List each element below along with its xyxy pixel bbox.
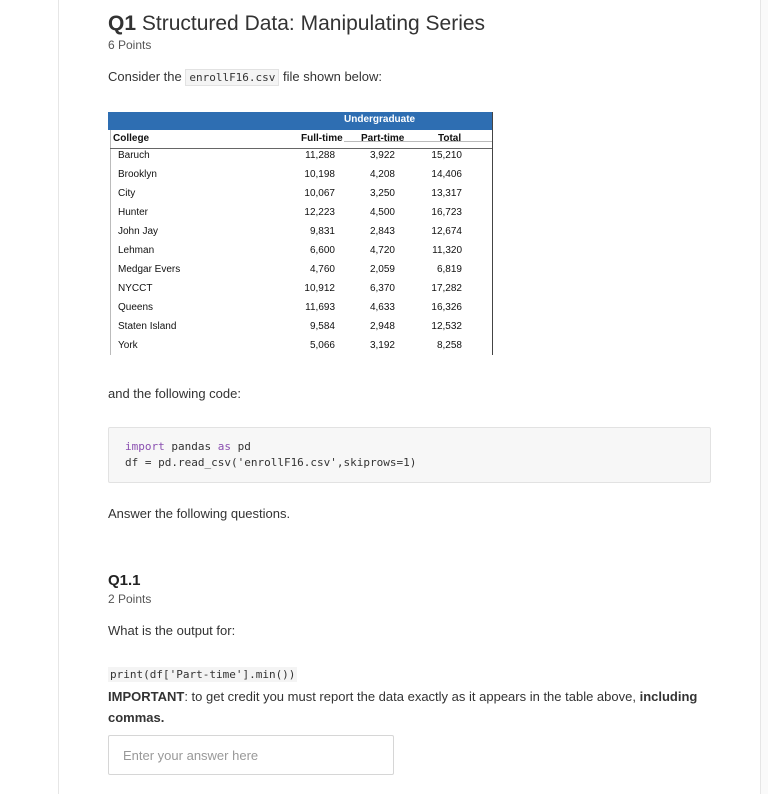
college-cell: Medgar Evers bbox=[118, 264, 181, 275]
table-rule bbox=[108, 129, 492, 130]
parttime-cell: 6,370 bbox=[369, 283, 395, 294]
table-row bbox=[108, 283, 492, 302]
filename-code: enrollF16.csv bbox=[185, 69, 279, 86]
parttime-cell: 3,192 bbox=[369, 340, 395, 351]
parttime-cell: 3,922 bbox=[369, 150, 395, 161]
import-keyword: import bbox=[125, 440, 165, 453]
question-number: Q1 bbox=[108, 12, 137, 35]
parttime-cell: 2,059 bbox=[369, 264, 395, 275]
left-rail bbox=[0, 0, 59, 794]
fulltime-cell: 10,912 bbox=[304, 283, 335, 294]
important-bold-tail: including commas. bbox=[108, 689, 698, 725]
table-row bbox=[108, 321, 492, 340]
parttime-cell: 4,633 bbox=[369, 302, 395, 313]
parttime-cell: 4,720 bbox=[369, 245, 395, 256]
intro-text-before: Consider the bbox=[108, 69, 186, 84]
as-keyword: as bbox=[217, 440, 231, 453]
table-row bbox=[108, 340, 492, 359]
table-row bbox=[108, 169, 492, 188]
answer-input[interactable] bbox=[108, 735, 394, 775]
total-cell: 6,819 bbox=[436, 264, 462, 275]
college-cell: John Jay bbox=[118, 226, 159, 237]
fulltime-header: Full-time bbox=[301, 133, 343, 144]
fulltime-cell: 6,600 bbox=[309, 245, 335, 256]
table-row bbox=[108, 245, 492, 264]
question-intro bbox=[108, 69, 382, 84]
college-cell: Baruch bbox=[118, 150, 150, 161]
college-cell: York bbox=[118, 340, 138, 351]
table-row bbox=[108, 188, 492, 207]
code-line-1 bbox=[125, 440, 251, 453]
fulltime-cell: 10,067 bbox=[304, 188, 335, 199]
answer-following-text: Answer the following questions. bbox=[108, 506, 291, 521]
subquestion-code: print(df['Part-time'].min()) bbox=[110, 668, 296, 681]
table-row bbox=[108, 207, 492, 226]
important-note bbox=[108, 686, 708, 728]
parttime-header: Part-time bbox=[361, 133, 405, 144]
total-cell: 11,320 bbox=[432, 245, 462, 256]
right-scroll-rail[interactable] bbox=[760, 0, 768, 794]
parttime-cell: 3,250 bbox=[369, 188, 395, 199]
parttime-cell: 4,500 bbox=[369, 207, 395, 218]
code-block bbox=[108, 427, 711, 483]
college-cell: Staten Island bbox=[118, 321, 177, 332]
total-cell: 13,317 bbox=[431, 188, 462, 199]
total-cell: 15,210 bbox=[431, 150, 462, 161]
parttime-cell: 4,208 bbox=[369, 169, 395, 180]
intro-text-after: file shown below: bbox=[279, 69, 383, 84]
college-cell: Hunter bbox=[118, 207, 149, 218]
enrollment-table-image bbox=[108, 112, 493, 355]
table-header-rule bbox=[110, 148, 492, 149]
total-cell: 17,282 bbox=[431, 283, 462, 294]
total-cell: 16,326 bbox=[431, 302, 462, 313]
college-cell: Lehman bbox=[118, 245, 155, 256]
table-row bbox=[108, 302, 492, 321]
college-cell: NYCCT bbox=[118, 283, 153, 294]
subquestion-title: Q1.1 bbox=[108, 572, 141, 589]
fulltime-cell: 11,693 bbox=[305, 302, 335, 313]
fulltime-cell: 10,198 bbox=[304, 169, 335, 180]
college-cell: Queens bbox=[118, 302, 154, 313]
table-row bbox=[108, 264, 492, 283]
total-cell: 16,723 bbox=[431, 207, 462, 218]
total-cell: 14,406 bbox=[431, 169, 462, 180]
parttime-cell: 2,843 bbox=[369, 226, 395, 237]
question-title-text: Structured Data: Manipulating Series bbox=[141, 12, 486, 35]
total-header: Total bbox=[438, 133, 462, 144]
important-text: : to get credit you must report the data exactly as it appears in the table above, bbox=[184, 689, 640, 704]
table-header-band bbox=[108, 112, 492, 129]
college-cell: City bbox=[118, 188, 136, 199]
fulltime-cell: 5,066 bbox=[309, 340, 335, 351]
module-name: pandas bbox=[164, 440, 218, 453]
undergraduate-label: Undergraduate bbox=[344, 114, 416, 125]
code-line-2: df = pd.read_csv('enrollF16.csv',skiprows=1) bbox=[125, 456, 417, 469]
total-cell: 8,258 bbox=[436, 340, 462, 351]
subquestion-prompt: What is the output for: bbox=[108, 623, 236, 638]
table-row bbox=[108, 226, 492, 245]
important-label: IMPORTANT bbox=[108, 689, 185, 704]
total-cell: 12,532 bbox=[431, 321, 462, 332]
fulltime-cell: 9,831 bbox=[309, 226, 335, 237]
following-text: and the following code: bbox=[108, 386, 241, 401]
college-cell: Brooklyn bbox=[118, 169, 157, 180]
total-cell: 12,674 bbox=[431, 226, 462, 237]
fulltime-cell: 4,760 bbox=[309, 264, 335, 275]
table-row bbox=[108, 150, 492, 169]
question-title bbox=[108, 12, 485, 36]
question-points: 6 Points bbox=[108, 38, 152, 52]
fulltime-cell: 12,223 bbox=[304, 207, 335, 218]
subquestion-points: 2 Points bbox=[108, 592, 152, 606]
fulltime-cell: 9,584 bbox=[309, 321, 335, 332]
parttime-cell: 2,948 bbox=[369, 321, 395, 332]
college-header: College bbox=[113, 133, 150, 144]
fulltime-cell: 11,288 bbox=[305, 150, 335, 161]
module-alias: pd bbox=[230, 440, 251, 453]
